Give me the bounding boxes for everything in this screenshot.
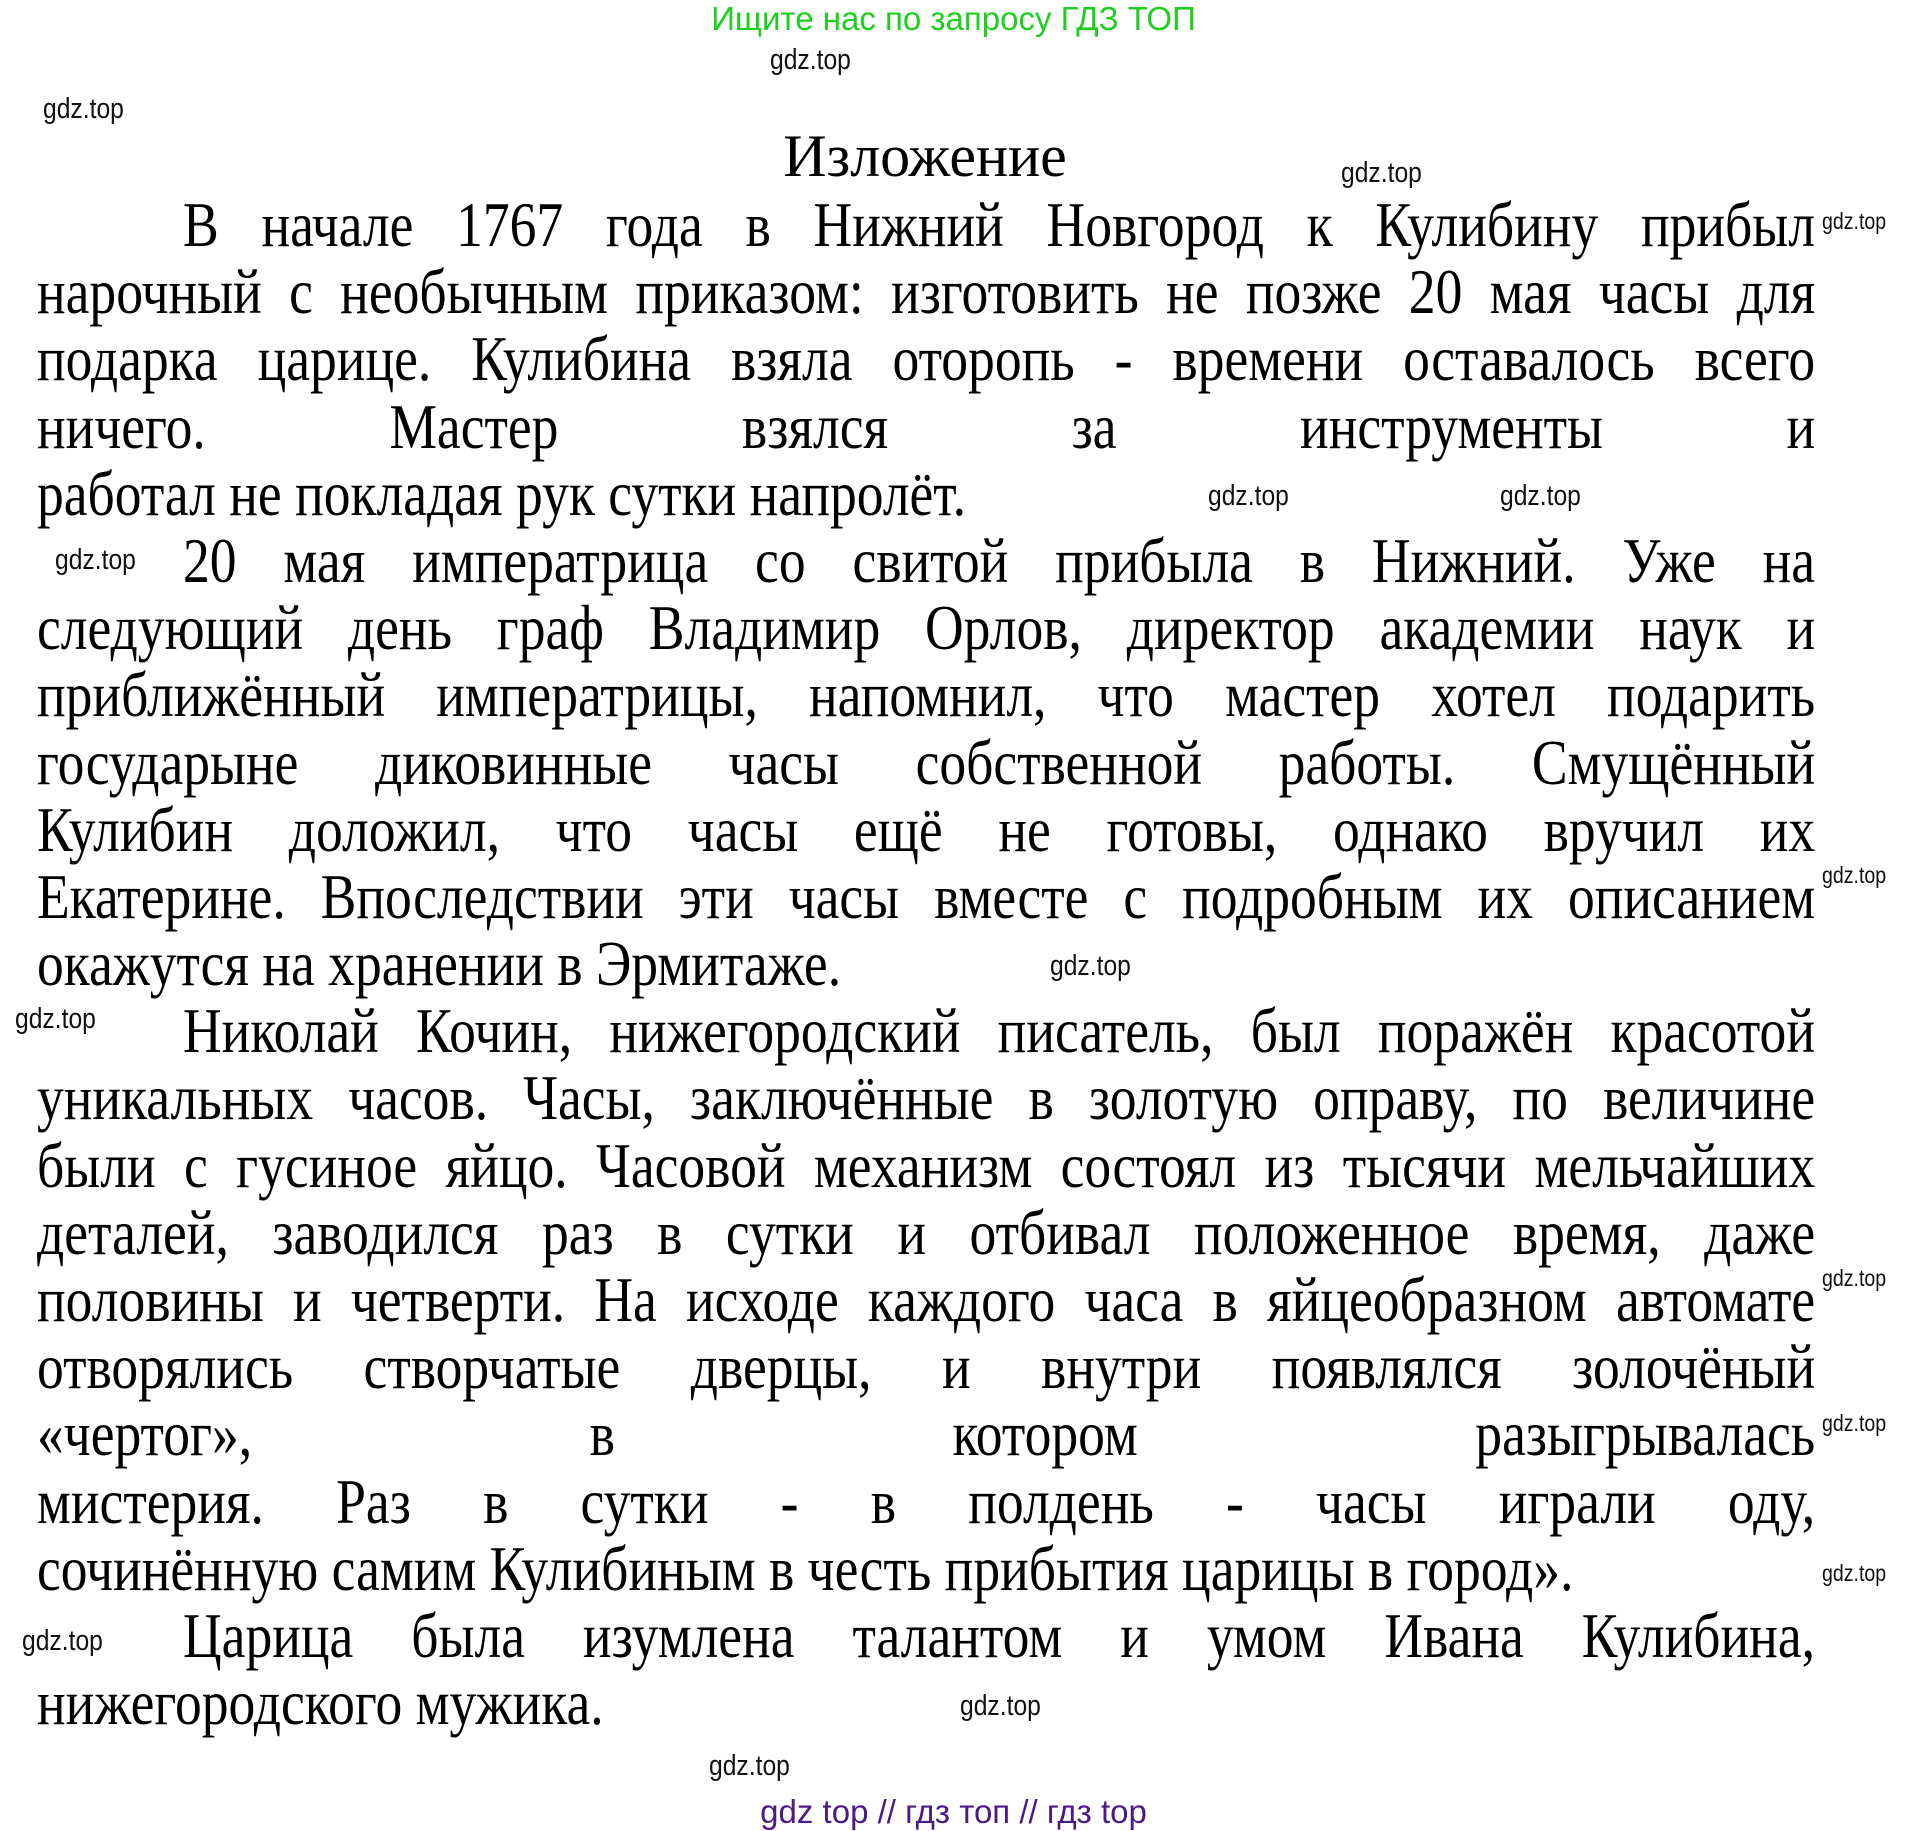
watermark: gdz.top <box>15 1003 96 1035</box>
text-line: Царица была изумлена талантом и умом Ивана Кулибина, <box>183 1600 1815 1671</box>
text-line: государыне диковинные часы собственной работы. Смущённый <box>37 727 1816 798</box>
text-line: приближённый императрицы, напомнил, что мастер хотел подарить <box>37 660 1816 731</box>
watermark: gdz.top <box>22 1625 103 1657</box>
watermark: gdz.top <box>43 93 124 125</box>
essay-text <box>37 192 1907 1737</box>
text-line: половины и четверти. На исходе каждого часа в яйцеобразном автомате <box>37 1265 1816 1335</box>
text-line: отворялись створчатые дверцы, и внутри появлялся золочёный <box>37 1332 1816 1403</box>
text-line: деталей, заводился раз в сутки и отбивал положенное время, даже <box>37 1197 1816 1268</box>
text-line: Екатерине. Впоследствии эти часы вместе с подробным их описанием <box>37 861 1816 932</box>
watermark: gdz.top <box>1822 1560 1887 1586</box>
watermark: gdz.top <box>770 44 851 76</box>
page-title: Изложение <box>783 123 1067 189</box>
text-line: ничего. Мастер взялся за инструменты и <box>37 391 1816 462</box>
watermark: gdz.top <box>1822 862 1887 888</box>
text-line: Кулибин доложил, что часы ещё не готовы, однако вручил их <box>37 794 1816 865</box>
watermark: gdz.top <box>1050 950 1131 982</box>
text-line: подарка царице. Кулибина взяла оторопь - времени оставалось всего <box>37 324 1816 395</box>
footer-links: gdz top // гдз топ // гдз top <box>760 1793 1147 1830</box>
text-line: уникальных часов. Часы, заключённые в золотую оправу, по величине <box>37 1063 1816 1134</box>
text-line: Николай Кочин, нижегородский писатель, был поражён красотой <box>183 996 1815 1067</box>
text-line: В начале 1767 года в Нижний Новгород к Кулибину прибыл <box>183 190 1815 260</box>
watermark: gdz.top <box>1822 1410 1887 1436</box>
text-line: следующий день граф Владимир Орлов, директор академии наук и <box>37 593 1816 664</box>
text-line: нижегородского мужика. <box>37 1668 604 1739</box>
text-line: сочинённую самим Кулибиным в честь прибытия царицы в город». <box>37 1533 1574 1604</box>
search-banner: Ищите нас по запросу ГДЗ ТОП <box>711 0 1196 37</box>
text-line: работал не покладая рук сутки напролёт. <box>37 458 967 529</box>
watermark: gdz.top <box>1500 480 1581 512</box>
text-line: 20 мая императрица со свитой прибыла в Нижний. Уже на <box>183 525 1815 596</box>
watermark: gdz.top <box>1208 480 1289 512</box>
watermark: gdz.top <box>1822 208 1887 234</box>
text-line: мистерия. Раз в сутки - в полдень - часы играли оду, <box>37 1466 1816 1537</box>
watermark: gdz.top <box>1822 1265 1887 1291</box>
watermark: gdz.top <box>960 1690 1041 1722</box>
text-line: окажутся на хранении в Эрмитаже. <box>37 929 842 1000</box>
text-line: «чертог», в котором разыгрывалась <box>37 1399 1816 1470</box>
watermark: gdz.top <box>1341 157 1422 189</box>
watermark: gdz.top <box>55 544 136 576</box>
text-line: нарочный с необычным приказом: изготовить не позже 20 мая часы для <box>37 257 1816 328</box>
watermark: gdz.top <box>709 1750 790 1782</box>
text-line: были с гусиное яйцо. Часовой механизм состоял из тысячи мельчайших <box>37 1130 1816 1201</box>
